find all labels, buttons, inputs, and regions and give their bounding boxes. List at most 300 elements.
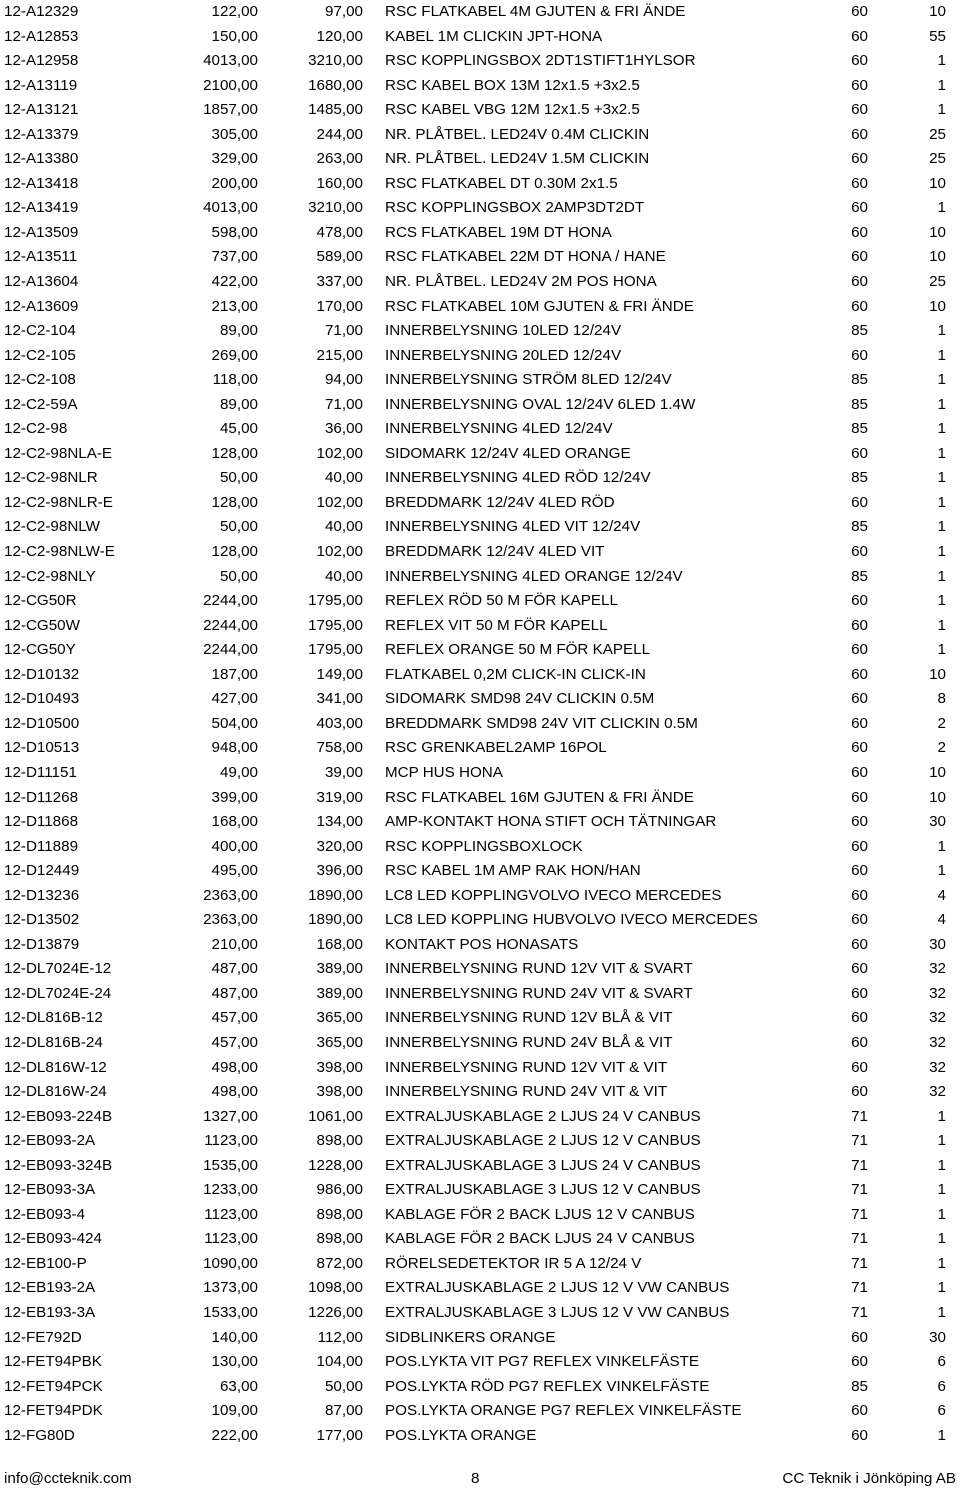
table-row	[0, 368, 960, 393]
quantity: 1	[937, 1279, 946, 1297]
article-number: 12-C2-98NLW-E	[4, 543, 115, 561]
table-row	[0, 663, 960, 688]
article-number: 12-A13379	[4, 125, 79, 143]
price-1: 504,00	[211, 714, 258, 732]
article-number: 12-EB093-4	[4, 1205, 86, 1223]
price-1: 1123,00	[204, 1132, 258, 1150]
code: 71	[851, 1303, 868, 1321]
quantity: 1	[937, 101, 946, 119]
price-1: 2244,00	[203, 616, 258, 634]
price-2: 3210,00	[308, 199, 363, 217]
price-2: 589,00	[316, 248, 363, 266]
table-row	[0, 393, 960, 418]
price-2: 365,00	[316, 1033, 363, 1051]
price-1: 128,00	[211, 543, 258, 561]
article-number: 12-D11889	[4, 837, 79, 855]
description: LC8 LED KOPPLING HUBVOLVO IVECO MERCEDES	[385, 911, 758, 929]
code: 60	[851, 125, 868, 143]
table-row	[0, 859, 960, 884]
code: 71	[851, 1230, 868, 1248]
quantity: 1	[937, 1426, 946, 1444]
code: 71	[851, 1254, 868, 1272]
price-1: 118,00	[212, 371, 258, 389]
table-row	[0, 172, 960, 197]
price-2: 40,00	[324, 469, 363, 487]
price-1: 45,00	[219, 420, 258, 438]
price-1: 168,00	[211, 813, 258, 831]
table-row	[0, 1350, 960, 1375]
quantity: 1	[937, 493, 946, 511]
code: 60	[851, 837, 868, 855]
quantity: 10	[929, 788, 946, 806]
description: SIDOMARK SMD98 24V CLICKIN 0.5M	[385, 690, 655, 708]
quantity: 25	[929, 273, 946, 291]
code: 60	[851, 641, 868, 659]
table-row	[0, 1276, 960, 1301]
code: 60	[851, 763, 868, 781]
price-1: 210,00	[211, 935, 258, 953]
price-1: 50,00	[219, 518, 258, 536]
quantity: 6	[937, 1353, 946, 1371]
description: SIDOMARK 12/24V 4LED ORANGE	[385, 444, 631, 462]
price-1: 140,00	[211, 1328, 258, 1346]
code: 60	[851, 935, 868, 953]
price-2: 263,00	[316, 150, 363, 168]
article-number: 12-D11868	[4, 813, 79, 831]
code: 60	[851, 1033, 868, 1051]
article-number: 12-A13419	[4, 199, 79, 217]
price-1: 122,00	[211, 3, 258, 20]
price-2: 389,00	[316, 960, 363, 978]
quantity: 32	[929, 960, 946, 978]
price-2: 215,00	[316, 346, 363, 364]
description: EXTRALJUSKABLAGE 2 LJUS 24 V CANBUS	[385, 1107, 701, 1125]
code: 60	[851, 1328, 868, 1346]
price-2: 758,00	[316, 739, 363, 757]
description: INNERBELYSNING STRÖM 8LED 12/24V	[385, 371, 672, 389]
quantity: 1	[937, 1254, 946, 1272]
code: 60	[851, 150, 868, 168]
description: INNERBELYSNING RUND 12V VIT & VIT	[385, 1058, 668, 1076]
description: INNERBELYSNING 20LED 12/24V	[385, 346, 622, 364]
code: 60	[851, 273, 868, 291]
price-2: 40,00	[324, 518, 363, 536]
price-2: 478,00	[316, 223, 363, 241]
price-2: 97,00	[324, 3, 363, 20]
quantity: 25	[929, 125, 946, 143]
price-2: 71,00	[324, 395, 363, 413]
price-2: 898,00	[316, 1205, 363, 1223]
quantity: 2	[937, 739, 946, 757]
quantity: 8	[937, 690, 946, 708]
price-2: 94,00	[324, 371, 363, 389]
price-1: 495,00	[211, 862, 258, 880]
article-number: 12-A13380	[4, 150, 79, 168]
article-number: 12-DL7024E-12	[4, 960, 112, 978]
table-row	[0, 835, 960, 860]
quantity: 6	[937, 1402, 946, 1420]
price-1: 2244,00	[203, 592, 258, 610]
article-number: 12-DL7024E-24	[4, 984, 112, 1002]
quantity: 32	[929, 1083, 946, 1101]
description: NR. PLÅTBEL. LED24V 2M POS HONA	[385, 273, 657, 291]
description: INNERBELYSNING RUND 24V VIT & SVART	[385, 984, 693, 1002]
page-number: 8	[471, 1470, 480, 1487]
table-row	[0, 515, 960, 540]
code: 60	[851, 911, 868, 929]
quantity: 1	[937, 1230, 946, 1248]
table-row	[0, 1203, 960, 1228]
description: EXTRALJUSKABLAGE 3 LJUS 12 V CANBUS	[385, 1181, 701, 1199]
quantity: 4	[937, 911, 946, 929]
table-row	[0, 1178, 960, 1203]
price-2: 39,00	[324, 763, 363, 781]
article-number: 12-C2-98NLY	[4, 567, 96, 585]
code: 85	[851, 1377, 868, 1395]
quantity: 30	[929, 935, 946, 953]
table-row	[0, 491, 960, 516]
article-number: 12-A13418	[4, 174, 79, 192]
table-row	[0, 466, 960, 491]
code: 71	[851, 1107, 868, 1125]
table-row	[0, 1424, 960, 1449]
description: INNERBELYSNING 4LED 12/24V	[385, 420, 613, 438]
code: 60	[851, 592, 868, 610]
price-1: 1090,00	[203, 1254, 258, 1272]
price-1: 598,00	[211, 223, 258, 241]
description: NR. PLÅTBEL. LED24V 1.5M CLICKIN	[385, 150, 650, 168]
price-1: 487,00	[211, 960, 258, 978]
article-number: 12-FG80D	[4, 1426, 75, 1444]
price-2: 120,00	[316, 27, 363, 45]
price-2: 102,00	[316, 493, 363, 511]
description: KABLAGE FÖR 2 BACK LJUS 12 V CANBUS	[385, 1205, 695, 1223]
article-number: 12-D13236	[4, 886, 80, 904]
code: 60	[851, 174, 868, 192]
price-2: 1098,00	[308, 1279, 363, 1297]
table-row	[0, 417, 960, 442]
table-row	[0, 0, 960, 25]
price-2: 1795,00	[308, 616, 363, 634]
article-number: 12-D13879	[4, 935, 80, 953]
code: 60	[851, 76, 868, 94]
description: INNERBELYSNING 4LED VIT 12/24V	[385, 518, 641, 536]
description: NR. PLÅTBEL. LED24V 0.4M CLICKIN	[385, 125, 650, 143]
price-2: 872,00	[316, 1254, 363, 1272]
price-1: 89,00	[219, 322, 258, 340]
price-2: 87,00	[324, 1402, 363, 1420]
description: INNERBELYSNING 10LED 12/24V	[385, 322, 622, 340]
quantity: 1	[937, 1132, 946, 1150]
description: EXTRALJUSKABLAGE 2 LJUS 12 V CANBUS	[385, 1132, 701, 1150]
description: BREDDMARK SMD98 24V VIT CLICKIN 0.5M	[385, 714, 698, 732]
quantity: 30	[929, 1328, 946, 1346]
price-2: 102,00	[316, 444, 363, 462]
price-2: 104,00	[316, 1353, 363, 1371]
code: 60	[851, 739, 868, 757]
code: 60	[851, 1009, 868, 1027]
code: 60	[851, 665, 868, 683]
table-row	[0, 49, 960, 74]
quantity: 1	[937, 641, 946, 659]
code: 60	[851, 984, 868, 1002]
price-2: 244,00	[316, 125, 363, 143]
code: 60	[851, 690, 868, 708]
code: 71	[851, 1156, 868, 1174]
quantity: 10	[929, 248, 946, 266]
price-1: 737,00	[211, 248, 258, 266]
price-1: 222,00	[211, 1426, 258, 1444]
price-2: 337,00	[316, 273, 363, 291]
price-2: 160,00	[316, 174, 363, 192]
table-row	[0, 565, 960, 590]
table-row	[0, 1006, 960, 1031]
price-2: 1890,00	[308, 911, 363, 929]
article-number: 12-FET94PDK	[4, 1402, 103, 1420]
table-row	[0, 221, 960, 246]
article-number: 12-CG50Y	[4, 641, 76, 659]
code: 60	[851, 813, 868, 831]
price-2: 1228,00	[308, 1156, 363, 1174]
description: RSC KOPPLINGSBOX 2AMP3DT2DT	[385, 199, 645, 217]
table-row	[0, 687, 960, 712]
table-row	[0, 25, 960, 50]
description: RSC KOPPLINGSBOX 2DT1STIFT1HYLSOR	[385, 52, 696, 70]
code: 60	[851, 886, 868, 904]
code: 85	[851, 567, 868, 585]
table-row	[0, 295, 960, 320]
code: 60	[851, 1058, 868, 1076]
price-2: 71,00	[324, 322, 363, 340]
description: BREDDMARK 12/24V 4LED VIT	[385, 543, 605, 561]
quantity: 6	[937, 1377, 946, 1395]
price-2: 319,00	[316, 788, 363, 806]
quantity: 1	[937, 862, 946, 880]
table-row	[0, 1129, 960, 1154]
price-2: 177,00	[316, 1426, 363, 1444]
table-row	[0, 982, 960, 1007]
price-1: 399,00	[211, 788, 258, 806]
article-number: 12-CG50R	[4, 592, 77, 610]
description: FLATKABEL 0,2M CLICK-IN CLICK-IN	[385, 665, 646, 683]
code: 85	[851, 469, 868, 487]
code: 60	[851, 101, 868, 119]
description: RSC FLATKABEL 10M GJUTEN & FRI ÄNDE	[385, 297, 694, 315]
price-1: 269,00	[211, 346, 258, 364]
price-2: 170,00	[316, 297, 363, 315]
price-1: 329,00	[211, 150, 258, 168]
table-row	[0, 1080, 960, 1105]
description: INNERBELYSNING RUND 12V VIT & SVART	[385, 960, 693, 978]
price-2: 134,00	[316, 813, 363, 831]
table-row	[0, 736, 960, 761]
price-2: 112,00	[317, 1328, 363, 1346]
description: AMP-KONTAKT HONA STIFT OCH TÄTNINGAR	[385, 813, 717, 831]
price-1: 200,00	[211, 174, 258, 192]
price-1: 305,00	[211, 125, 258, 143]
table-row	[0, 614, 960, 639]
quantity: 1	[937, 1156, 946, 1174]
code: 85	[851, 322, 868, 340]
code: 60	[851, 3, 868, 20]
article-number: 12-C2-98NLR	[4, 469, 98, 487]
quantity: 1	[937, 616, 946, 634]
price-2: 398,00	[316, 1058, 363, 1076]
table-row	[0, 74, 960, 99]
table-row	[0, 123, 960, 148]
price-2: 40,00	[324, 567, 363, 585]
description: KONTAKT POS HONASATS	[385, 935, 579, 953]
quantity: 1	[937, 543, 946, 561]
quantity: 1	[937, 469, 946, 487]
price-2: 396,00	[316, 862, 363, 880]
article-number: 12-D11151	[4, 763, 77, 781]
table-row	[0, 810, 960, 835]
price-1: 1327,00	[203, 1107, 258, 1125]
table-row	[0, 147, 960, 172]
table-row	[0, 786, 960, 811]
price-2: 341,00	[316, 690, 363, 708]
price-1: 1373,00	[203, 1279, 258, 1297]
article-number: 12-A13604	[4, 273, 79, 291]
price-1: 1533,00	[203, 1303, 258, 1321]
quantity: 32	[929, 1058, 946, 1076]
description: MCP HUS HONA	[385, 763, 503, 781]
table-row	[0, 589, 960, 614]
price-2: 102,00	[316, 543, 363, 561]
code: 60	[851, 862, 868, 880]
article-number: 12-FE792D	[4, 1328, 82, 1346]
code: 85	[851, 371, 868, 389]
code: 60	[851, 1083, 868, 1101]
price-2: 149,00	[316, 665, 363, 683]
article-number: 12-CG50W	[4, 616, 80, 634]
price-2: 36,00	[324, 420, 363, 438]
table-row	[0, 1154, 960, 1179]
quantity: 10	[929, 297, 946, 315]
table-row	[0, 270, 960, 295]
quantity: 32	[929, 1033, 946, 1051]
description: SIDBLINKERS ORANGE	[385, 1328, 556, 1346]
description: RSC FLATKABEL DT 0.30M 2x1.5	[385, 174, 618, 192]
price-2: 1795,00	[308, 641, 363, 659]
article-number: 12-DL816B-24	[4, 1033, 103, 1051]
price-2: 986,00	[316, 1181, 363, 1199]
article-number: 12-C2-59A	[4, 395, 78, 413]
price-2: 1226,00	[308, 1303, 363, 1321]
price-2: 389,00	[316, 984, 363, 1002]
price-2: 3210,00	[308, 52, 363, 70]
table-row	[0, 344, 960, 369]
table-row	[0, 442, 960, 467]
footer-email[interactable]: info@ccteknik.com	[4, 1470, 132, 1487]
description: KABLAGE FÖR 2 BACK LJUS 24 V CANBUS	[385, 1230, 695, 1248]
price-1: 2244,00	[203, 641, 258, 659]
article-number: 12-A12853	[4, 27, 79, 45]
price-1: 49,00	[219, 763, 258, 781]
price-2: 365,00	[316, 1009, 363, 1027]
code: 60	[851, 960, 868, 978]
description: REFLEX ORANGE 50 M FÖR KAPELL	[385, 641, 651, 659]
table-row	[0, 1105, 960, 1130]
description: POS.LYKTA RÖD PG7 REFLEX VINKELFÄSTE	[385, 1377, 710, 1395]
article-number: 12-FET94PCK	[4, 1377, 103, 1395]
description: POS.LYKTA ORANGE PG7 REFLEX VINKELFÄSTE	[385, 1402, 742, 1420]
description: EXTRALJUSKABLAGE 3 LJUS 12 V VW CANBUS	[385, 1303, 730, 1321]
price-1: 109,00	[211, 1402, 258, 1420]
table-row	[0, 1399, 960, 1424]
description: RCS FLATKABEL 19M DT HONA	[385, 223, 612, 241]
description: INNERBELYSNING 4LED RÖD 12/24V	[385, 469, 651, 487]
article-number: 12-C2-105	[4, 346, 76, 364]
quantity: 25	[929, 150, 946, 168]
article-number: 12-EB100-P	[4, 1254, 87, 1272]
code: 85	[851, 395, 868, 413]
description: RSC FLATKABEL 16M GJUTEN & FRI ÄNDE	[385, 788, 694, 806]
article-number: 12-DL816W-24	[4, 1083, 107, 1101]
code: 60	[851, 52, 868, 70]
article-number: 12-A12958	[4, 52, 79, 70]
quantity: 10	[929, 665, 946, 683]
description: RSC GRENKABEL2AMP 16POL	[385, 739, 607, 757]
table-row	[0, 1056, 960, 1081]
code: 71	[851, 1181, 868, 1199]
article-number: 12-A13121	[4, 101, 79, 119]
table-row	[0, 196, 960, 221]
price-1: 213,00	[211, 297, 258, 315]
price-2: 168,00	[316, 935, 363, 953]
price-1: 50,00	[219, 567, 258, 585]
article-number: 12-A12329	[4, 3, 79, 20]
description: RSC KABEL VBG 12M 12x1.5 +3x2.5	[385, 101, 640, 119]
price-1: 457,00	[211, 1033, 258, 1051]
price-1: 4013,00	[203, 52, 258, 70]
quantity: 1	[937, 322, 946, 340]
table-row	[0, 1326, 960, 1351]
quantity: 32	[929, 1009, 946, 1027]
price-1: 2363,00	[203, 911, 258, 929]
table-row	[0, 761, 960, 786]
code: 60	[851, 1353, 868, 1371]
article-number: 12-C2-98	[4, 420, 68, 438]
article-number: 12-C2-98NLW	[4, 518, 100, 536]
table-row	[0, 319, 960, 344]
price-1: 1123,00	[204, 1230, 258, 1248]
price-1: 89,00	[219, 395, 258, 413]
price-1: 50,00	[219, 469, 258, 487]
price-2: 1795,00	[308, 592, 363, 610]
table-row	[0, 98, 960, 123]
quantity: 1	[937, 837, 946, 855]
quantity: 1	[937, 395, 946, 413]
article-number: 12-EB093-424	[4, 1230, 102, 1248]
table-row	[0, 884, 960, 909]
code: 60	[851, 27, 868, 45]
code: 71	[851, 1205, 868, 1223]
description: LC8 LED KOPPLINGVOLVO IVECO MERCEDES	[385, 886, 722, 904]
code: 71	[851, 1132, 868, 1150]
price-1: 187,00	[211, 665, 258, 683]
table-row	[0, 1031, 960, 1056]
table-row	[0, 245, 960, 270]
table-row	[0, 1252, 960, 1277]
quantity: 10	[929, 763, 946, 781]
quantity: 1	[937, 592, 946, 610]
code: 60	[851, 1402, 868, 1420]
price-1: 1123,00	[204, 1205, 258, 1223]
price-2: 1485,00	[308, 101, 363, 119]
description: RÖRELSEDETEKTOR IR 5 A 12/24 V	[385, 1254, 642, 1272]
